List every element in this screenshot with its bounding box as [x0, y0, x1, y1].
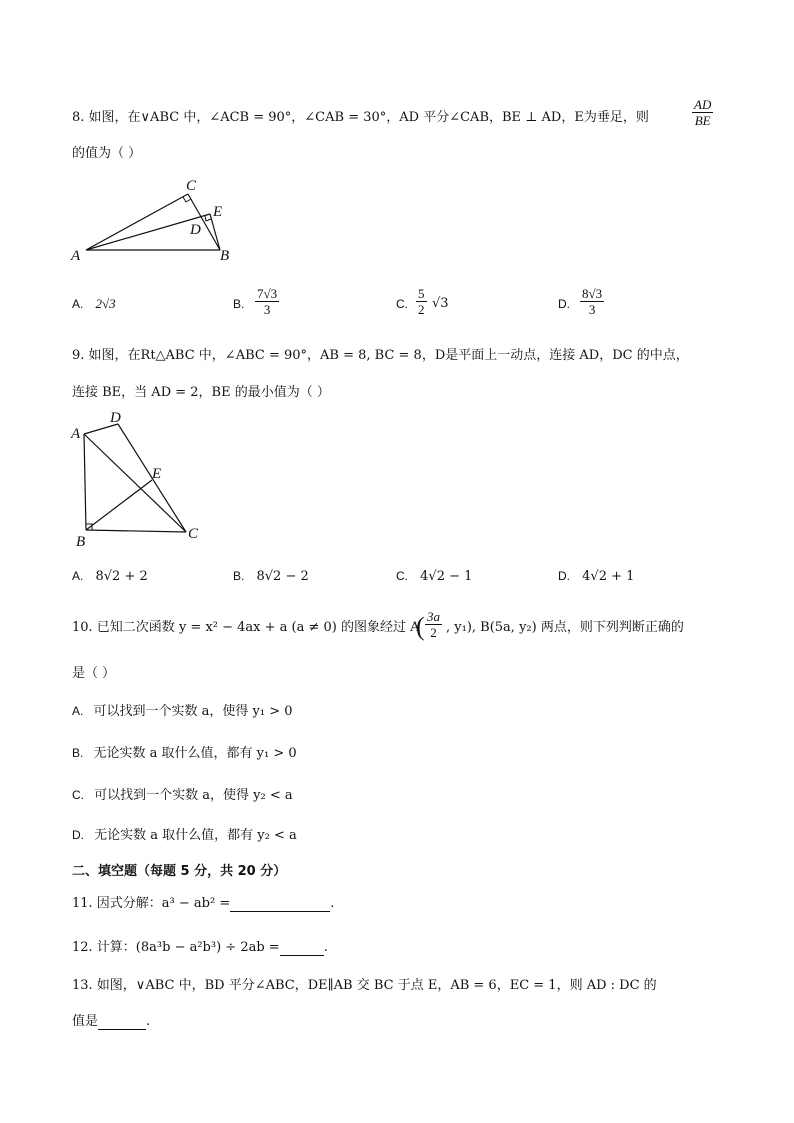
option-letter: C.	[72, 788, 84, 802]
q8-label-c: C	[186, 178, 197, 194]
q11	[72, 896, 334, 912]
option-text: 可以找到一个实数 a，使得 y₂ < a	[94, 788, 293, 803]
q8-option-d-frac	[580, 286, 604, 317]
q13-end: .	[146, 1014, 151, 1029]
option-letter: D.	[558, 569, 570, 583]
q9-option-c	[396, 568, 472, 585]
option-letter: B.	[233, 569, 245, 583]
option-letter: A.	[72, 297, 84, 311]
q13-stem: 值是	[72, 1014, 99, 1029]
option-den: 3	[263, 302, 271, 317]
q10-paren-open: (	[416, 612, 425, 641]
q8-fraction	[692, 97, 713, 128]
q8-label-e: E	[213, 204, 223, 220]
q9-line2: 连接 BE，当 AD = 2，BE 的最小值为（ ）	[72, 385, 330, 400]
q8-label-b: B	[220, 248, 230, 264]
option-num: 5	[418, 286, 425, 301]
q8-label-d: D	[190, 222, 201, 238]
q9-label-c: C	[188, 526, 199, 542]
q12-end: .	[323, 940, 328, 955]
option-letter: A.	[72, 569, 84, 583]
q8-frac-den: BE	[694, 113, 711, 128]
q10-option-a	[72, 703, 292, 720]
q13-answer-blank[interactable]	[98, 1015, 146, 1030]
q9-label-e: E	[152, 466, 162, 482]
q8-line2: 的值为（ ）	[72, 146, 142, 161]
q9-line1: 9. 如图，在Rt△ABC 中，∠ABC = 90°，AB = 8, BC = 8，D是平面上一动点，连接 AD，DC 的中点，	[72, 348, 689, 363]
q13-line2	[72, 1014, 150, 1030]
q8-label-a: A	[71, 248, 81, 264]
q9-label-a: A	[71, 426, 81, 442]
q9-label-b: B	[76, 534, 86, 550]
q10-option-c	[72, 787, 293, 804]
option-text: 8√2 + 2	[95, 569, 148, 584]
q13-line1: 13. 如图，∨ABC 中，BD 平分∠ABC，DE∥AB 交 BC 于点 E，AB = 6，EC = 1，则 AD : DC 的	[72, 978, 657, 993]
q8-stem: 8. 如图，在∨ABC 中，∠ACB = 90°，∠CAB = 30°，AD 平分∠CAB，BE ⊥ AD，E为垂足，则	[72, 110, 649, 125]
option-letter: B.	[72, 746, 84, 760]
q10-line1-mid: , y₁), B(5a, y₂) 两点，则下列判断正确的	[446, 620, 684, 635]
q8-figure	[68, 172, 248, 264]
option-text: 2√3	[95, 296, 116, 311]
option-text: 4√2 + 1	[582, 569, 635, 584]
q9-option-a	[72, 568, 148, 585]
q10-fraction	[425, 609, 442, 640]
q9-label-d: D	[110, 410, 121, 426]
q10-line1-pre: 10. 已知二次函数 y = x² − 4ax + a (a ≠ 0) 的图象经过 A	[72, 620, 420, 635]
q9-figure	[68, 408, 208, 550]
option-letter: A.	[72, 704, 84, 718]
q10-option-b	[72, 745, 297, 762]
option-text: 无论实数 a 取什么值，都有 y₂ < a	[94, 828, 297, 843]
option-text: 可以找到一个实数 a，使得 y₁ > 0	[93, 704, 293, 719]
option-num: 8√3	[582, 286, 603, 301]
option-den: 3	[588, 302, 596, 317]
q10-frac-num: 3a	[427, 609, 440, 624]
q12-answer-blank[interactable]	[280, 941, 324, 956]
q8-frac-num: AD	[694, 97, 712, 112]
q8-option-d-letter: D.	[558, 297, 570, 311]
q11-stem: 11. 因式分解：a³ − ab² =	[72, 896, 231, 911]
option-text: 无论实数 a 取什么值，都有 y₁ > 0	[93, 746, 297, 761]
q8-option-c-tail: √3	[432, 296, 449, 311]
option-letter: D.	[72, 828, 84, 842]
q10-option-d	[72, 827, 297, 844]
option-den: 2	[418, 302, 425, 317]
q12-stem: 12. 计算：(8a³b − a²b³) ÷ 2ab =	[72, 940, 280, 955]
q9-option-d	[558, 568, 634, 585]
option-letter: C.	[396, 569, 408, 583]
q9-option-b	[233, 568, 309, 585]
q8-option-a	[72, 296, 116, 313]
option-text: 8√2 − 2	[256, 569, 309, 584]
q12	[72, 940, 328, 956]
q11-answer-blank[interactable]	[230, 897, 330, 912]
q8-line1	[72, 110, 649, 126]
q8-option-c-letter: C.	[396, 297, 408, 311]
option-text: 4√2 − 1	[420, 569, 473, 584]
q10-frac-den: 2	[430, 625, 437, 640]
q8-option-c-frac	[416, 286, 427, 317]
q10-line2: 是（ ）	[72, 666, 116, 681]
q8-option-b-frac	[255, 286, 279, 317]
section-title: 二、填空题（每题 5 分，共 20 分）	[72, 864, 287, 879]
q8-option-b-letter: B.	[233, 297, 245, 311]
q11-end: .	[330, 896, 335, 911]
option-num: 7√3	[257, 286, 278, 301]
